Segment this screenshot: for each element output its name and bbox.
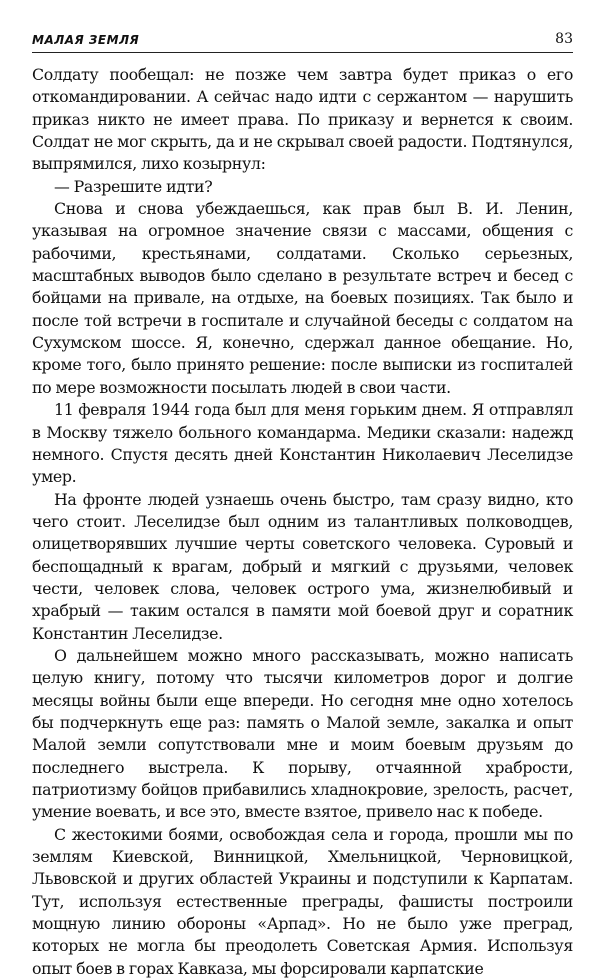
running-header <box>32 30 573 53</box>
paragraph: Снова и снова убеждаешься, как прав был В. И. Ленин, указывая на огромное значение связи с массами, общения с рабочими, крестьянами, солдатами. Сколько серьезных, масштабных выводов было сделано в результате встреч и бесед с бойцами на привале, на отдыхе, на боевых позициях. Так было и после той встречи в госпитале и случайной беседы с солдатом на Сухумском шоссе. Я, конечно, сдержал данное обещание. Но, кроме того, было принято решение: после выписки из госпиталей по мере возможности посылать людей в свои части. <box>32 199 573 397</box>
page-number: 83 <box>555 31 573 47</box>
paragraph: На фронте людей узнаешь очень быстро, там сразу видно, кто чего стоит. Леселидзе был одним из талантливых полководцев, олицетворявших лучшие черты советского человека. Суровый и беспощадный к врагам, добрый и мягкий с друзьями, человек чести, человек слова, человек острого ума, жизнелюбивый и храбрый — таким остался в памяти мой боевой друг и соратник Константин Леселидзе. <box>32 489 573 643</box>
paragraph: — Разрешите идти? <box>54 176 213 196</box>
running-title: МАЛАЯ ЗЕМЛЯ <box>32 33 140 47</box>
body-text <box>32 64 573 980</box>
paragraph: С жестокими боями, освобождая села и города, прошли мы по землям Киевской, Винницкой, Хмельницкой, Черновицкой, Львовской и других областей Украины и подступили к Карпатам. Тут, используя естественные преграды, фашисты построили мощную линию обороны «Арпад». Но не было уже преград, которых не могла бы преодолеть Советская Армия. Используя опыт боев в горах Кавказа, мы форсировали карпатские <box>32 824 573 978</box>
paragraph: 11 февраля 1944 года был для меня горьким днем. Я отправлял в Москву тяжело больного командарма. Медики сказали: надежд немного. Спустя десять дней Константин Николаевич Леселидзе умер. <box>32 400 573 487</box>
paragraph: О дальнейшем можно много рассказывать, можно написать целую книгу, потому что тысячи километров дорог и долгие месяцы войны были еще впереди. Но сегодня мне одно хотелось бы подчеркнуть еще раз: память о Малой земле, закалка и опыт Малой земли сопутствовали мне и моим боевым друзьям до последнего выстрела. К порыву, отчаянной храбрости, патриотизму бойцов прибавились хладнокровие, зрелость, расчет, умение воевать, и все это, вместе взятое, привело нас к победе. <box>32 645 573 822</box>
book-page <box>32 30 573 980</box>
paragraph: Солдату пообещал: не позже чем завтра будет приказ о его откомандировании. А сейчас надо идти с сержантом — нарушить приказ никто не имеет права. По приказу и вернется к своим. Солдат не мог скрыть, да и не скрывал своей радости. Подтянулся, выпрямился, лихо козырнул: <box>32 65 573 174</box>
